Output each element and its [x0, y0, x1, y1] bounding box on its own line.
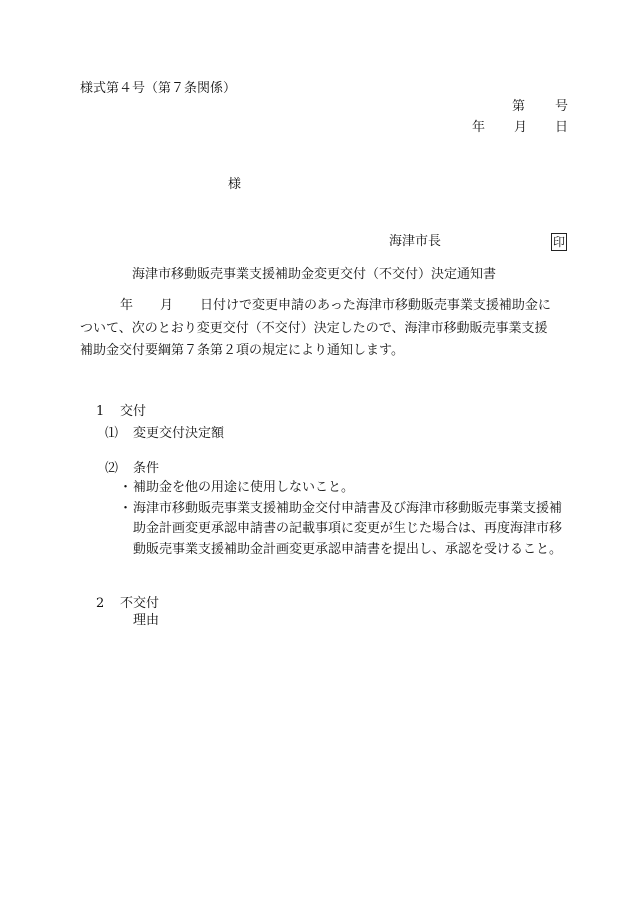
- bullet-mark: ・: [119, 500, 133, 516]
- date-year: 年: [472, 120, 486, 135]
- bullet-mark: ・: [119, 480, 133, 495]
- doc-number-go: 号: [555, 99, 569, 114]
- item-2-label: 条件: [133, 461, 160, 476]
- addressee-suffix: 様: [228, 177, 242, 192]
- condition-text: 海津市移動販売事業支援補助金交付申請書及び海津市移動販売事業支援補助金計画変更承認申請書の記載事項に変更が生じた場合は、再度海津市移動販売事業支援補助金計画変更承認申請書を提出し、承認を受けること。: [133, 500, 563, 557]
- body-line-3: 補助金交付要綱第７条第２項の規定により通知します。: [80, 343, 404, 358]
- section-1-number: 1: [96, 404, 105, 419]
- body-line-1-text: 日付けで変更申請のあった海津市移動販売事業支援補助金に: [200, 298, 551, 313]
- date-day: 日: [555, 120, 569, 135]
- item-2-number: ⑵: [105, 461, 119, 476]
- item-1-label: 変更交付決定額: [133, 426, 225, 441]
- condition-item: [119, 499, 569, 561]
- body-line-1: [80, 295, 567, 318]
- date-month: 月: [514, 120, 528, 135]
- seal-mark: [551, 233, 567, 251]
- section-2-label: 不交付: [120, 596, 160, 611]
- document-title: 海津市移動販売事業支援補助金変更交付（不交付）決定通知書: [132, 267, 497, 282]
- condition-text: 補助金を他の用途に使用しないこと。: [133, 480, 355, 495]
- form-label: 様式第４号（第７条関係）: [80, 81, 237, 96]
- condition-item: [119, 478, 569, 499]
- conditions-list: [119, 478, 569, 560]
- body-paragraph: [80, 295, 567, 363]
- body-line-2: ついて、次のとおり変更交付（不交付）決定したので、海津市移動販売事業支援: [80, 320, 548, 336]
- item-1-number: ⑴: [105, 426, 119, 441]
- section-1-label: 交付: [120, 404, 147, 419]
- body-month: 月: [160, 298, 174, 313]
- section-2-number: 2: [96, 596, 105, 611]
- doc-number-dai: 第: [512, 99, 526, 114]
- body-year: 年: [120, 298, 134, 313]
- issuer-name: 海津市長: [389, 234, 442, 249]
- reason-label: 理由: [133, 613, 160, 628]
- seal-stamp: 印: [553, 235, 566, 249]
